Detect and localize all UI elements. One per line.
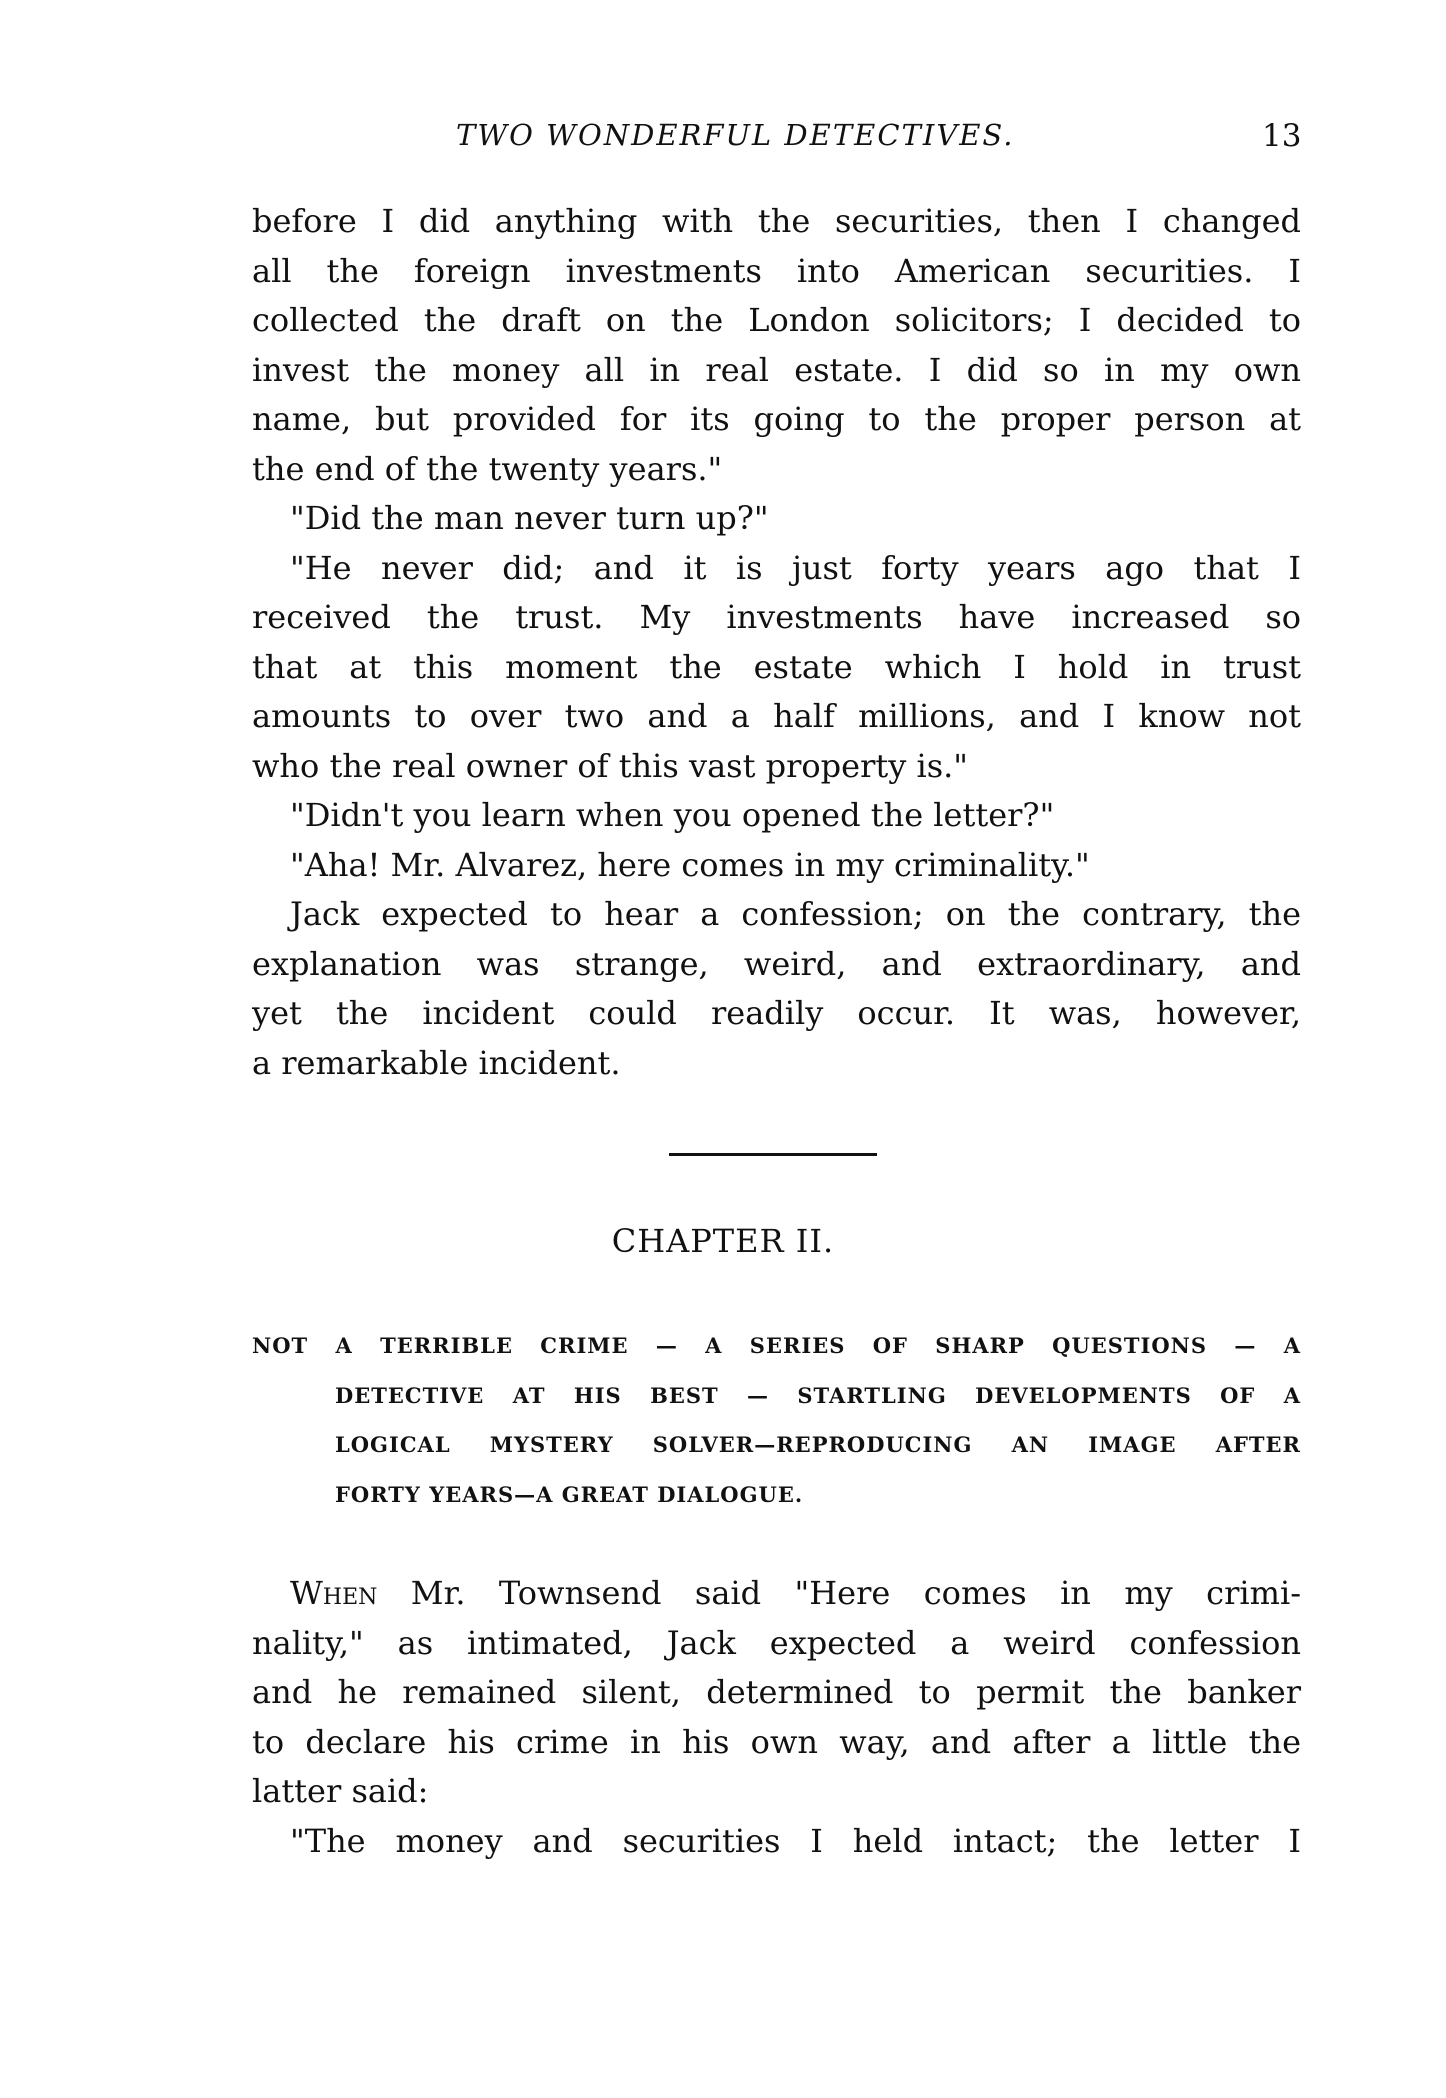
- text-line: a remarkable incident.: [252, 1043, 621, 1082]
- text-line: yet the incident could readily occur. It was, however,: [252, 994, 1301, 1032]
- text-line: invest the money all in real estate. I did so in my own: [252, 350, 1301, 389]
- text-line: amounts to over two and a half millions, and I know not: [252, 697, 1301, 735]
- running-title: TWO WONDERFUL DETECTIVES.: [456, 118, 1015, 152]
- text-line: before I did anything with the securities, then I changed: [252, 202, 1301, 240]
- text-line: explanation was strange, weird, and extraordinary, and: [252, 944, 1301, 983]
- text-line: FORTY YEARS—A GREAT DIALOGUE.: [335, 1481, 804, 1507]
- text-line: who the real owner of this vast property is.": [252, 746, 969, 785]
- text-line: "Did the man never turn up?": [290, 499, 769, 537]
- text-line: "Aha! Mr. Alvarez, here comes in my criminality.": [290, 845, 1090, 884]
- text-line: to declare his crime in his own way, and after a little the: [252, 1722, 1301, 1761]
- text-line: the end of the twenty years.": [252, 449, 723, 488]
- text-line: latter said:: [252, 1772, 429, 1810]
- text-line: NOT A TERRIBLE CRIME — A SERIES OF SHARP QUESTIONS — A: [252, 1333, 1301, 1358]
- text-line: [290, 1568, 1301, 1618]
- text-line: received the trust. My investments have increased so: [252, 598, 1301, 636]
- drop-word: When: [290, 1574, 378, 1612]
- text-line: name, but provided for its going to the proper person at: [252, 400, 1301, 438]
- page-number: 13: [1262, 118, 1302, 154]
- text-line: all the foreign investments into American securities. I: [252, 251, 1301, 290]
- text-line: Jack expected to hear a confession; on the contrary, the: [290, 895, 1301, 933]
- text-line: and he remained silent, determined to permit the banker: [252, 1673, 1301, 1711]
- text-line: "Didn't you learn when you opened the letter?": [290, 796, 1055, 834]
- section-divider: [669, 1153, 877, 1156]
- text-line: "The money and securities I held intact; the letter I: [290, 1821, 1301, 1860]
- line-text: Mr. Townsend said "Here comes in my crimi-: [377, 1574, 1301, 1612]
- text-line: "He never did; and it is just forty years ago that I: [290, 548, 1301, 587]
- text-line: collected the draft on the London solicitors; I decided to: [252, 301, 1301, 339]
- text-line: DETECTIVE AT HIS BEST — STARTLING DEVELOPMENTS OF A: [335, 1382, 1301, 1408]
- text-line: that at this moment the estate which I hold in trust: [252, 647, 1301, 686]
- text-line: nality," as intimated, Jack expected a weird confession: [252, 1623, 1301, 1662]
- text-line: LOGICAL MYSTERY SOLVER—REPRODUCING AN IMAGE AFTER: [335, 1432, 1301, 1457]
- chapter-title: CHAPTER II.: [611, 1222, 835, 1260]
